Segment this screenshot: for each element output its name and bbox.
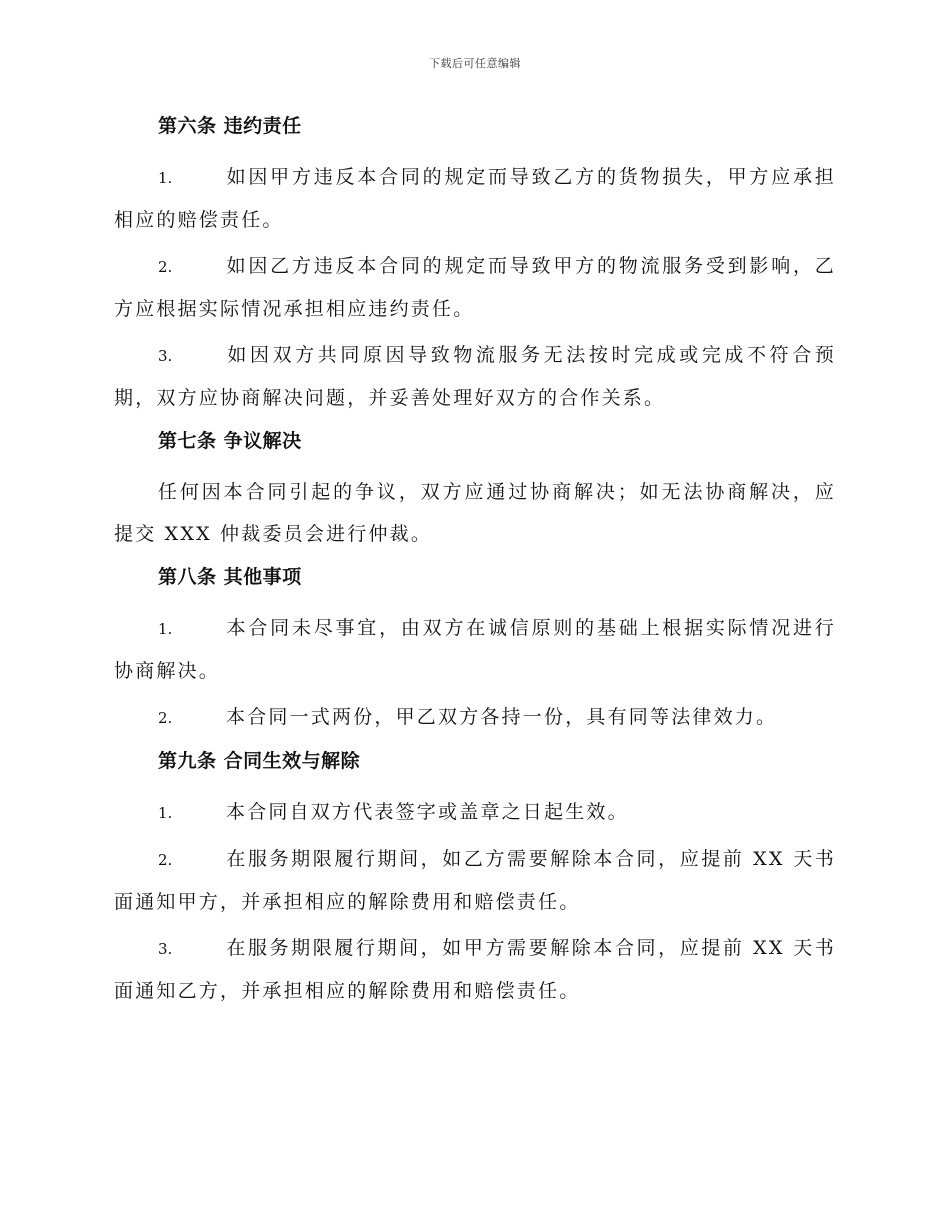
item-number: 3. xyxy=(158,940,173,958)
section-title-8: 第八条 其他事项 xyxy=(158,566,302,588)
item-number: 2. xyxy=(158,258,173,276)
section-title-7: 第七条 争议解决 xyxy=(158,430,302,452)
section-title-9: 第九条 合同生效与解除 xyxy=(158,750,361,772)
section-9-body xyxy=(114,791,836,1012)
list-item xyxy=(114,927,836,1012)
list-item xyxy=(114,607,836,692)
item-text: 如因乙方违反本合同的规定而导致甲方的物流服务受到影响，乙方应根据实际情况承担相应违约责任。 xyxy=(114,255,836,320)
item-text: 如因甲方违反本合同的规定而导致乙方的货物损失，甲方应承担相应的赔偿责任。 xyxy=(114,166,836,231)
item-text: 在服务期限履行期间，如甲方需要解除本合同，应提前 XX 天书面通知乙方，并承担相应的解除费用和赔偿责任。 xyxy=(114,937,836,1002)
item-text: 本合同一式两份，甲乙双方各持一份，具有同等法律效力。 xyxy=(226,706,778,728)
item-number: 1. xyxy=(158,804,173,822)
item-text: 本合同自双方代表签字或盖章之日起生效。 xyxy=(226,801,629,823)
item-number: 2. xyxy=(158,709,173,727)
item-number: 2. xyxy=(158,851,173,869)
list-item xyxy=(114,156,836,241)
section-title-6: 第六条 违约责任 xyxy=(158,115,302,137)
list-item xyxy=(114,696,836,739)
document-body xyxy=(114,112,836,1020)
list-item xyxy=(114,334,836,419)
list-item xyxy=(114,838,836,923)
section-7-body xyxy=(114,471,836,555)
section-8-body xyxy=(114,607,836,739)
section-6-body xyxy=(114,156,836,419)
item-number: 1. xyxy=(158,169,173,187)
list-item xyxy=(114,791,836,834)
page-header: 下载后可任意编辑 xyxy=(429,57,521,70)
item-number: 1. xyxy=(158,620,173,638)
list-item xyxy=(114,245,836,330)
item-text: 在服务期限履行期间，如乙方需要解除本合同，应提前 XX 天书面通知甲方，并承担相应的解除费用和赔偿责任。 xyxy=(114,848,836,913)
item-text: 如因双方共同原因导致物流服务无法按时完成或完成不符合预期，双方应协商解决问题，并妥善处理好双方的合作关系。 xyxy=(114,344,836,409)
section-7-paragraph: 任何因本合同引起的争议，双方应通过协商解决；如无法协商解决，应提交 XXX 仲裁委员会进行仲裁。 xyxy=(114,481,836,545)
item-number: 3. xyxy=(158,347,173,365)
item-text: 本合同未尽事宜，由双方在诚信原则的基础上根据实际情况进行协商解决。 xyxy=(114,617,836,682)
